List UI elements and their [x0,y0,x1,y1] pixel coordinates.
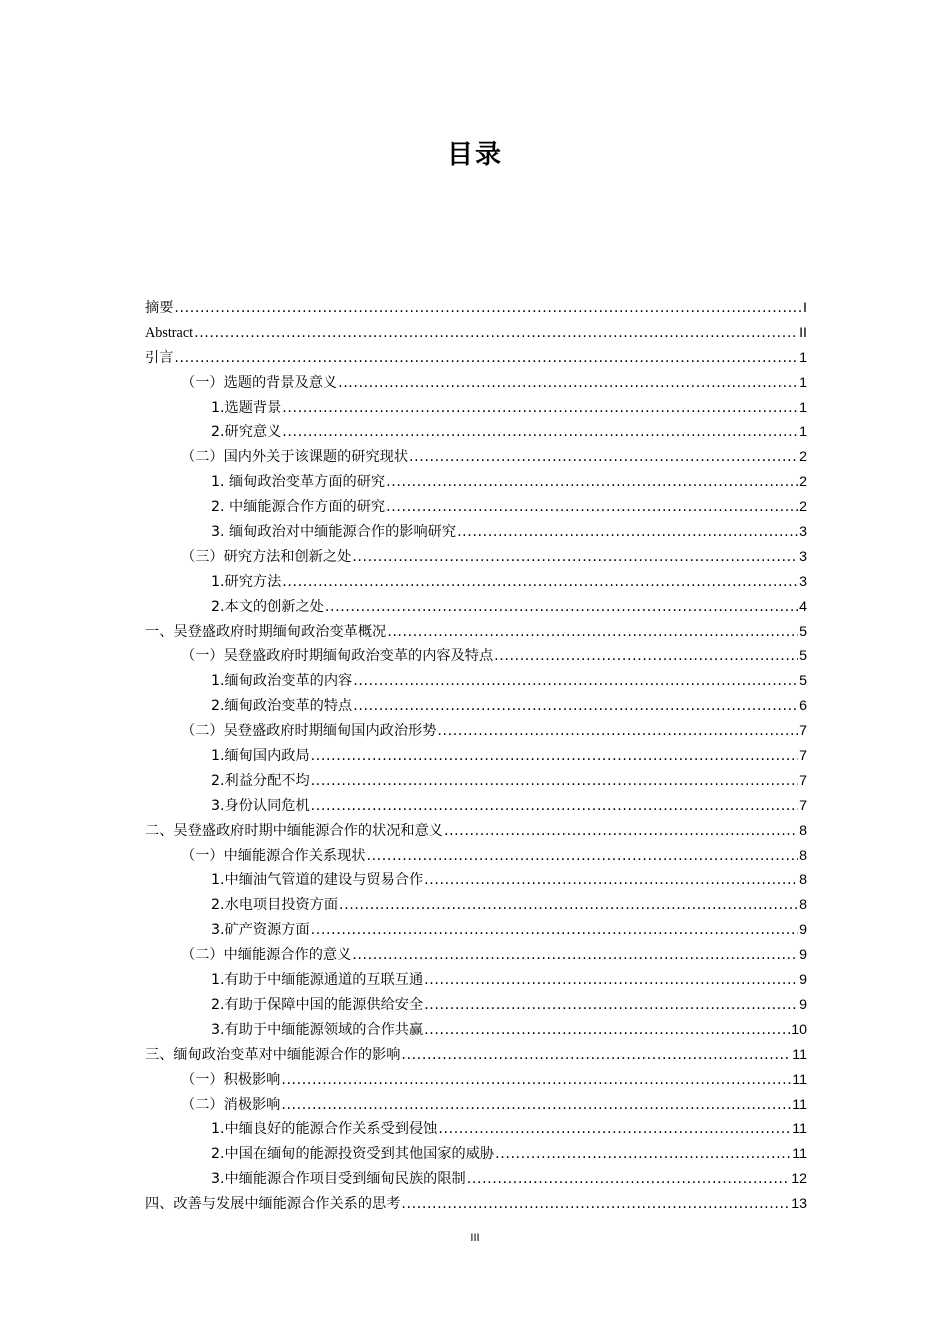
toc-entry[interactable] [145,445,807,470]
toc-entry-page: I [803,300,807,316]
toc-entry-page: 12 [791,1171,807,1188]
toc-entry-title: 1.有助于中缅能源通道的互联互通 [211,972,424,989]
dot-leader [194,321,798,346]
toc-entry-page: 8 [799,872,807,889]
dot-leader [325,595,798,620]
toc-entry-title: 2.有助于保障中国的能源供给安全 [211,996,424,1013]
dot-leader [424,868,798,893]
toc-entry[interactable] [145,769,807,794]
toc-entry-title: （一）吴登盛政府时期缅甸政治变革的内容及特点 [181,648,494,665]
toc-entry[interactable] [145,669,807,694]
toc-entry-title: （二）中缅能源合作的意义 [181,947,352,964]
toc-entry[interactable] [145,1043,807,1068]
toc-entry-page: 11 [792,1071,807,1088]
toc-entry-page: 6 [799,698,807,715]
toc-entry-page: 2 [799,449,807,466]
dot-leader [174,346,798,371]
toc-entry-title: 1.缅甸政治变革的内容 [211,673,353,690]
toc-entry-title: 一、吴登盛政府时期缅甸政治变革概况 [145,623,387,640]
toc-entry[interactable] [145,968,807,993]
toc-entry-page: 7 [799,723,807,740]
toc-entry-page: 9 [799,996,807,1013]
toc-entry[interactable] [145,694,807,719]
dot-leader [444,819,798,844]
toc-entry-page: 1 [799,349,807,366]
toc-entry[interactable] [145,943,807,968]
toc-entry[interactable] [145,620,807,645]
dot-leader [457,520,798,545]
toc-entry[interactable] [145,993,807,1018]
dot-leader [386,470,798,495]
toc-entry-title: 3. 缅甸政治对中缅能源合作的影响研究 [211,524,457,541]
toc-entry-title: 三、缅甸政治变革对中缅能源合作的影响 [145,1046,401,1063]
toc-entry-title: 3.矿产资源方面 [211,922,310,939]
toc-entry[interactable] [145,570,807,595]
toc-entry-title: 1.中缅良好的能源合作关系受到侵蚀 [211,1121,438,1138]
dot-leader [282,570,798,595]
toc-entry[interactable] [145,1192,807,1217]
toc-entry-title: 2.利益分配不均 [211,772,310,789]
toc-entry[interactable] [145,1142,807,1167]
dot-leader [281,1093,791,1118]
dot-leader [424,1018,790,1043]
toc-entry-page: 5 [799,648,807,665]
toc-entry-title: （一）积极影响 [181,1071,281,1088]
toc-entry-page: 7 [799,797,807,814]
page-number: III [470,1232,480,1244]
dot-leader [352,943,798,968]
dot-leader [281,1068,791,1093]
table-of-contents [145,296,807,1217]
toc-entry[interactable] [145,470,807,495]
toc-entry-page: 3 [799,548,807,565]
dot-leader [409,445,798,470]
toc-entry-title: 四、改善与发展中缅能源合作关系的思考 [145,1196,401,1213]
dot-leader [494,644,798,669]
toc-entry[interactable] [145,1018,807,1043]
toc-entry-page: 8 [799,847,807,864]
dot-leader [352,545,798,570]
toc-entry-page: 7 [799,748,807,765]
dot-leader [366,844,798,869]
page-title: 目录 [446,140,503,170]
toc-entry[interactable] [145,371,807,396]
toc-entry-page: 10 [791,1021,807,1038]
toc-entry-title: 2.研究意义 [211,424,282,441]
dot-leader [438,1117,791,1142]
toc-entry[interactable] [145,893,807,918]
toc-entry[interactable] [145,918,807,943]
toc-entry-title: 3.有助于中缅能源领域的合作共赢 [211,1021,424,1038]
dot-leader [311,769,798,794]
toc-entry-page: 1 [799,424,807,441]
toc-entry-title: 引言 [145,349,174,366]
toc-entry-title: 2. 中缅能源合作方面的研究 [211,499,386,516]
dot-leader [282,420,798,445]
toc-entry-title: （二）吴登盛政府时期缅甸国内政治形势 [181,723,437,740]
toc-entry-page: 2 [799,499,807,516]
toc-entry-title: 3.身份认同危机 [211,797,310,814]
toc-entry-title: （一）中缅能源合作关系现状 [181,847,366,864]
toc-entry-page: 1 [799,399,807,416]
toc-entry-title: 1.中缅油气管道的建设与贸易合作 [211,872,424,889]
toc-entry-page: 11 [792,1121,807,1138]
dot-leader [424,993,798,1018]
toc-entry-page: 4 [799,598,807,615]
dot-leader [338,371,798,396]
toc-entry-title: （二）消极影响 [181,1096,281,1113]
dot-leader [282,396,798,421]
dot-leader [311,744,798,769]
toc-entry-page: 3 [799,573,807,590]
toc-entry-title: 1. 缅甸政治变革方面的研究 [211,474,386,491]
toc-entry-page: 9 [799,972,807,989]
dot-leader [401,1192,790,1217]
toc-entry-page: 11 [792,1096,807,1113]
toc-entry-title: 1.缅甸国内政局 [211,748,310,765]
dot-leader [495,1142,791,1167]
toc-entry-page: 13 [791,1196,807,1213]
toc-entry-title: 摘要 [145,300,174,316]
toc-entry[interactable] [145,644,807,669]
toc-entry-page: 7 [799,772,807,789]
toc-entry-page: 11 [792,1146,807,1163]
toc-entry-title: 2.缅甸政治变革的特点 [211,698,353,715]
toc-entry-title: 1.选题背景 [211,399,282,416]
toc-entry-page: 9 [799,947,807,964]
dot-leader [387,620,798,645]
dot-leader [386,495,798,520]
dot-leader [311,794,798,819]
toc-entry-title: Abstract [145,324,194,341]
toc-entry-page: 1 [799,374,807,391]
dot-leader [424,968,798,993]
toc-entry[interactable] [145,595,807,620]
dot-leader [311,918,798,943]
toc-entry-page: 8 [799,897,807,914]
toc-entry[interactable] [145,744,807,769]
toc-entry-title: （一）选题的背景及意义 [181,374,338,391]
toc-entry-page: 5 [799,673,807,690]
toc-entry[interactable] [145,296,807,321]
dot-leader [339,893,798,918]
toc-entry-title: 1.研究方法 [211,573,282,590]
toc-entry[interactable] [145,794,807,819]
toc-entry[interactable] [145,346,807,371]
toc-entry-page: II [799,324,807,341]
toc-entry[interactable] [145,545,807,570]
dot-leader [353,694,798,719]
toc-entry[interactable] [145,844,807,869]
dot-leader [437,719,798,744]
toc-entry[interactable] [145,520,807,545]
toc-entry-page: 3 [799,524,807,541]
toc-entry-title: 2.中国在缅甸的能源投资受到其他国家的威胁 [211,1146,495,1163]
toc-entry-title: （三）研究方法和创新之处 [181,548,352,565]
toc-entry-title: 2.水电项目投资方面 [211,897,339,914]
toc-entry[interactable] [145,420,807,445]
toc-entry-title: 3.中缅能源合作项目受到缅甸民族的限制 [211,1171,466,1188]
toc-entry[interactable] [145,1093,807,1118]
toc-entry[interactable] [145,719,807,744]
toc-entry[interactable] [145,321,807,346]
toc-entry-title: （二）国内外关于该课题的研究现状 [181,449,409,466]
toc-entry-page: 11 [792,1046,807,1063]
toc-entry[interactable] [145,1117,807,1142]
toc-entry-title: 2.本文的创新之处 [211,598,324,615]
toc-entry-title: 二、吴登盛政府时期中缅能源合作的状况和意义 [145,822,443,839]
dot-leader [467,1167,790,1192]
dot-leader [174,296,802,321]
toc-entry[interactable] [145,495,807,520]
toc-entry[interactable] [145,868,807,893]
toc-entry[interactable] [145,396,807,421]
dot-leader [401,1043,791,1068]
toc-entry-page: 8 [799,822,807,839]
toc-entry-page: 9 [799,922,807,939]
toc-entry[interactable] [145,1167,807,1192]
toc-entry[interactable] [145,1068,807,1093]
toc-entry-page: 5 [799,623,807,640]
dot-leader [353,669,798,694]
toc-entry-page: 2 [799,474,807,491]
toc-entry[interactable] [145,819,807,844]
